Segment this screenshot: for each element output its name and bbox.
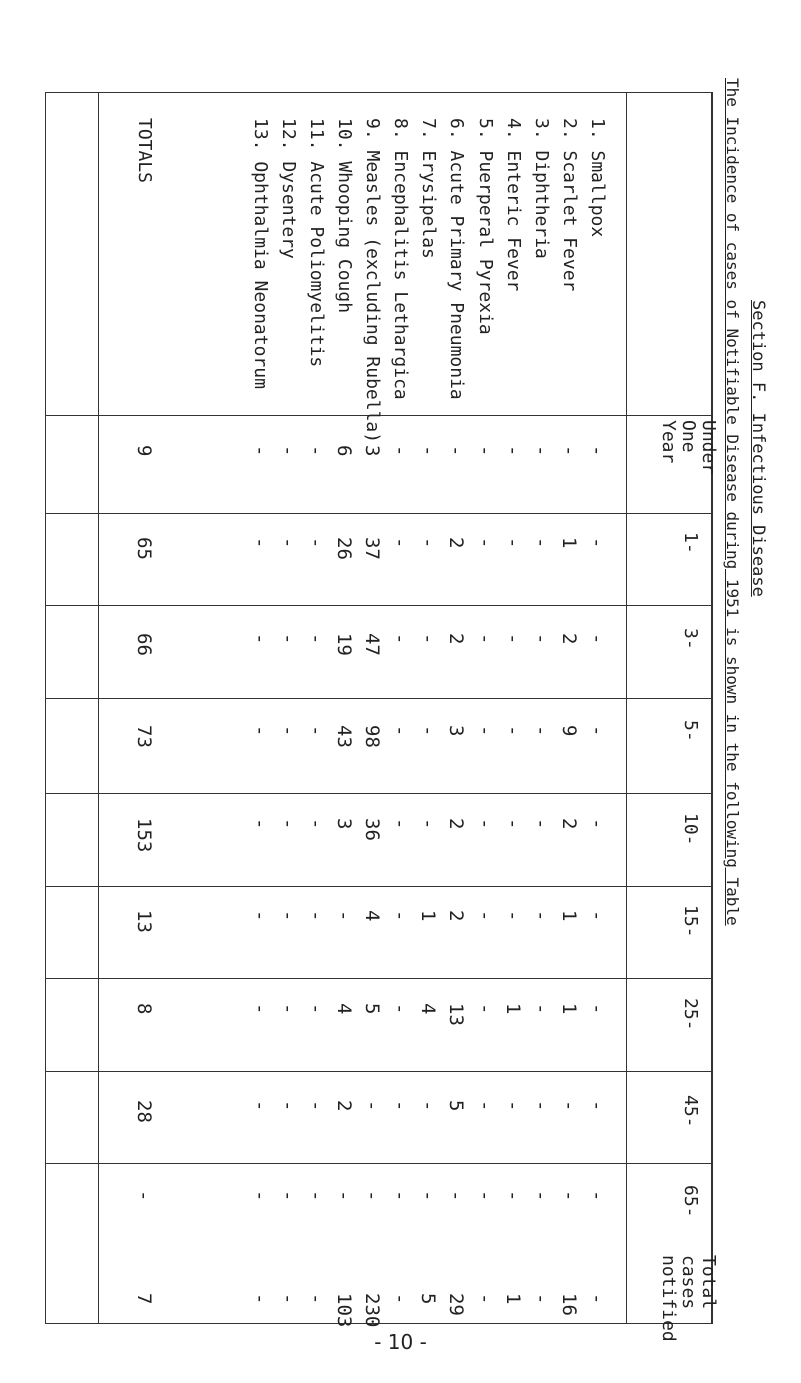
table-cell: - [530,445,552,457]
column-header: One [678,420,699,453]
table-cell: - [277,910,299,922]
disease-label: 5. Puerperal Pyrexia [475,118,496,335]
table-cell: - [445,1190,467,1202]
table-cell: - [586,1100,608,1112]
table-cell: - [305,633,327,645]
totals-cell: 153 [133,818,155,853]
caption-subtitle: The Incidence of cases of Notifiable Disease during 1951 is shown in the following Table [723,78,742,926]
table-cell: 103 [333,1293,355,1328]
disease-label: 1. Smallpox [587,118,608,238]
table-cell: - [474,1100,496,1112]
table-cell: 16 [558,1293,580,1316]
table-cell: 230 [361,1293,383,1328]
table-cell: - [530,633,552,645]
table-cell: - [502,537,524,549]
table-cell: - [305,818,327,830]
table-cell: - [445,445,467,457]
table-cell: - [417,1190,439,1202]
table-cell: - [249,445,271,457]
table-cell: 6 [333,445,355,457]
disease-label: 10. Whooping Cough [334,118,355,314]
table-cell: - [558,445,580,457]
table-cell: - [249,1190,271,1202]
table-cell: - [305,725,327,737]
table-cell: - [249,1100,271,1112]
table-cell: - [277,1190,299,1202]
table-cell: 19 [333,633,355,656]
table-cell: 1 [502,1293,524,1305]
table-cell: 2 [445,633,467,645]
table-cell: - [417,725,439,737]
table-cell: - [305,1100,327,1112]
table-cell: - [417,633,439,645]
table-cell: - [586,818,608,830]
page-number: - 10 - [374,1330,427,1354]
table-cell: 1 [417,910,439,922]
table-cell: 2 [333,1100,355,1112]
table-cell: 5 [361,1003,383,1015]
table-cell: - [586,910,608,922]
table-cell: - [474,725,496,737]
table-cell: - [474,445,496,457]
divider [98,93,99,1323]
table-cell: - [277,1100,299,1112]
table-cell: 4 [417,1003,439,1015]
table-cell: - [361,1190,383,1202]
table-cell: - [389,633,411,645]
disease-label: 7. Erysipelas [418,118,439,259]
column-header: Under [698,420,719,475]
table-cell: - [530,1190,552,1202]
table-cell: - [502,725,524,737]
table-cell: 98 [361,725,383,748]
table-cell: - [389,818,411,830]
table-cell: 26 [333,537,355,560]
table-cell: - [305,537,327,549]
totals-cell: 73 [133,725,155,748]
divider [46,698,711,699]
table-cell: 43 [333,725,355,748]
table-cell: - [558,1190,580,1202]
table-cell: - [305,1003,327,1015]
table-cell: - [249,725,271,737]
table-cell: - [474,1293,496,1305]
disease-label: 12. Dysentery [278,118,299,259]
table-cell: - [305,910,327,922]
table-cell: - [586,537,608,549]
totals-cell: 8 [133,1003,155,1015]
table-cell: - [389,1293,411,1305]
table-cell: 1 [558,1003,580,1015]
table-cell: - [389,1003,411,1015]
table-cell: - [474,1003,496,1015]
table-cell: 5 [417,1293,439,1305]
table-cell: - [586,1003,608,1015]
totals-cell: 65 [133,537,155,560]
table-cell: - [586,725,608,737]
table-cell: - [417,537,439,549]
table-cell: - [249,910,271,922]
table-cell: - [586,1293,608,1305]
column-header: 45- [680,1095,701,1128]
totals-cell: 13 [133,910,155,933]
table-cell: 5 [445,1100,467,1112]
divider [626,93,627,1323]
table-cell: 2 [445,537,467,549]
table-cell: - [249,633,271,645]
table-cell: - [389,725,411,737]
column-header: Total [698,1255,719,1310]
table-cell: - [249,1003,271,1015]
table-cell: - [502,445,524,457]
table-cell: - [305,1190,327,1202]
table-cell: - [277,1003,299,1015]
totals-cell: 66 [133,633,155,656]
disease-label: 11. Acute Poliomyelitis [306,118,327,368]
table-cell: - [389,445,411,457]
disease-label: 13. Ophthalmia Neonatorum [250,118,271,389]
table-cell: - [249,818,271,830]
table-cell: - [277,537,299,549]
table-cell: - [417,445,439,457]
divider [46,886,711,887]
table-cell: - [249,1293,271,1305]
divider [46,1071,711,1072]
table-cell: 4 [361,910,383,922]
table-cell: 1 [502,1003,524,1015]
column-header: 10- [680,813,701,846]
table-cell: - [502,818,524,830]
column-header: 65- [680,1185,701,1218]
table-cell: - [530,725,552,737]
table-cell: - [530,910,552,922]
column-header: cases [678,1255,699,1310]
table-cell: - [586,445,608,457]
table-cell: 2 [445,818,467,830]
caption-title: Section F. Infectious Disease [748,300,768,597]
totals-cell: 9 [133,445,155,457]
table-cell: 1 [558,537,580,549]
column-header: Year [658,420,679,464]
table-cell: 2 [445,910,467,922]
table-cell: - [305,445,327,457]
table-cell: - [389,910,411,922]
divider [46,793,711,794]
column-header: 15- [680,905,701,938]
table-cell: - [502,1100,524,1112]
divider [46,605,711,606]
table-cell: - [305,1293,327,1305]
table-cell: 13 [445,1003,467,1026]
table-cell: - [277,633,299,645]
table-cell: 4 [333,1003,355,1015]
totals-cell: 28 [133,1100,155,1123]
table-cell: - [558,1100,580,1112]
table-cell: - [417,1100,439,1112]
table-cell: 37 [361,537,383,560]
table-cell: - [249,537,271,549]
table-cell: - [502,1190,524,1202]
table-cell: 3 [445,725,467,737]
table-cell: - [530,1003,552,1015]
divider [46,978,711,979]
table-cell: - [502,910,524,922]
disease-label: 2. Scarlet Fever [559,118,580,292]
table-cell: - [389,1100,411,1112]
totals-cell: 7 [133,1293,155,1305]
table-cell: - [502,633,524,645]
table-cell: - [474,633,496,645]
disease-label: 6. Acute Primary Pneumonia [446,118,467,400]
table-cell: - [361,1100,383,1112]
table-cell: 2 [558,633,580,645]
table-cell: - [277,725,299,737]
table-cell: 36 [361,818,383,841]
column-header: 3- [680,628,701,650]
column-header: 25- [680,998,701,1031]
table-cell: - [586,1190,608,1202]
table-cell: - [530,1100,552,1112]
table-cell: 47 [361,633,383,656]
totals-cell: - [133,1190,155,1202]
disease-label: 8. Encephalitis Lethargica [390,118,411,400]
totals-label: TOTALS [134,118,155,184]
table-cell: - [474,1190,496,1202]
column-header: notified [658,1255,679,1342]
table-cell: - [277,1293,299,1305]
disease-label: 3. Diphtheria [531,118,552,259]
table-cell: - [530,1293,552,1305]
divider [46,1163,711,1164]
column-header: 1- [680,532,701,554]
table-cell: - [389,1190,411,1202]
table-cell: 1 [558,910,580,922]
table-cell: - [474,537,496,549]
disease-label: 9. Measles (excluding Rubella) [362,118,383,444]
table-cell: - [586,633,608,645]
divider [46,513,711,514]
table-cell: - [474,818,496,830]
table-cell: 3 [361,445,383,457]
table-cell: - [474,910,496,922]
disease-label: 4. Enteric Fever [503,118,524,292]
table-cell: 9 [558,725,580,737]
table-cell: - [277,445,299,457]
table-cell: 2 [558,818,580,830]
table-cell: - [277,818,299,830]
table-cell: 3 [333,818,355,830]
column-header: 5- [680,720,701,742]
table-cell: - [389,537,411,549]
table-cell: - [333,910,355,922]
table-cell: - [333,1190,355,1202]
table-cell: - [530,537,552,549]
table-cell: - [417,818,439,830]
table-cell: 29 [445,1293,467,1316]
table-cell: - [530,818,552,830]
